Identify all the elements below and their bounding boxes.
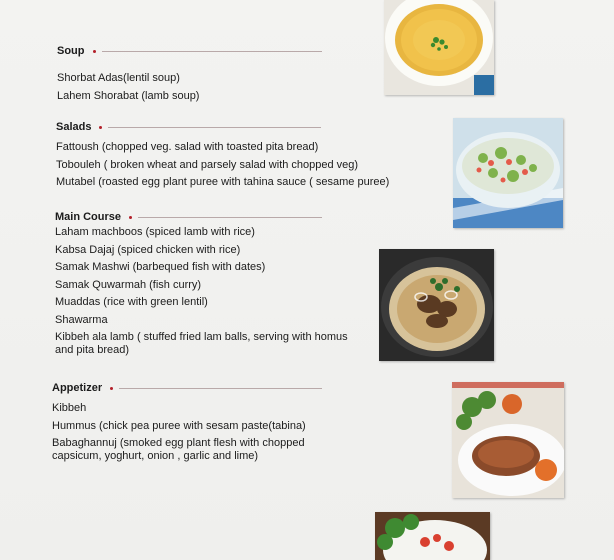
section-appetizer <box>52 381 357 462</box>
heading-rule <box>119 388 322 389</box>
menu-item: Kabsa Dajaj (spiced chicken with rice) <box>55 243 241 256</box>
menu-item: Shawarma <box>55 313 108 326</box>
menu-item: Muaddas (rice with green lentil) <box>55 296 208 308</box>
section-title: Appetizer <box>52 382 103 394</box>
menu-item: Tobouleh ( broken wheat and parsely salad with chopped veg) <box>56 158 359 171</box>
section-title: Salads <box>56 121 92 133</box>
heading-dot <box>110 387 113 390</box>
menu-item: Mutabel (roasted egg plant puree with tahina sauce ( sesame puree) <box>56 176 390 188</box>
heading-dot <box>93 50 96 53</box>
menu-item: Babaghannuj (smoked egg plant flesh with chopped capsicum, yoghurt, onion , garlic and lime) <box>52 437 305 462</box>
section-title: Soup <box>57 45 85 57</box>
heading-dot <box>99 126 102 129</box>
section-soup <box>57 44 322 105</box>
section-salads <box>56 120 390 192</box>
section-title: Main Course <box>55 211 122 223</box>
menu-item: Kibbeh <box>52 402 87 414</box>
salad-bowl-photo <box>453 118 563 228</box>
menu-item: Laham machboos (spiced lamb with rice) <box>55 226 255 238</box>
menu-item: Shorbat Adas(lentil soup) <box>57 72 180 84</box>
heading-rule <box>108 127 321 128</box>
heading-rule <box>102 51 323 52</box>
grilled-fish-plate-photo <box>452 382 564 498</box>
menu-item: Samak Quwarmah (fish curry) <box>55 278 202 291</box>
heading-rule <box>138 217 322 218</box>
section-heading <box>57 44 322 58</box>
menu-item: Fattoush (chopped veg. salad with toasted pita bread) <box>56 141 319 153</box>
menu-item: Samak Mashwi (barbequed fish with dates) <box>55 261 266 273</box>
menu-item: Kibbeh ala lamb ( stuffed fried lam balls, serving with homus and pita bread) <box>55 331 348 356</box>
section-main-course <box>55 210 350 356</box>
salad-plate-photo <box>375 512 490 560</box>
menu-item: Lahem Shorabat (lamb soup) <box>57 89 200 102</box>
section-heading <box>52 381 322 395</box>
section-heading <box>55 210 322 224</box>
lentil-soup-photo <box>384 0 494 95</box>
menu-item: Hummus (chick pea puree with sesam paste(tabina) <box>52 419 306 432</box>
heading-dot <box>129 216 132 219</box>
section-heading <box>56 120 321 134</box>
rice-and-meat-platter-photo <box>379 249 494 361</box>
